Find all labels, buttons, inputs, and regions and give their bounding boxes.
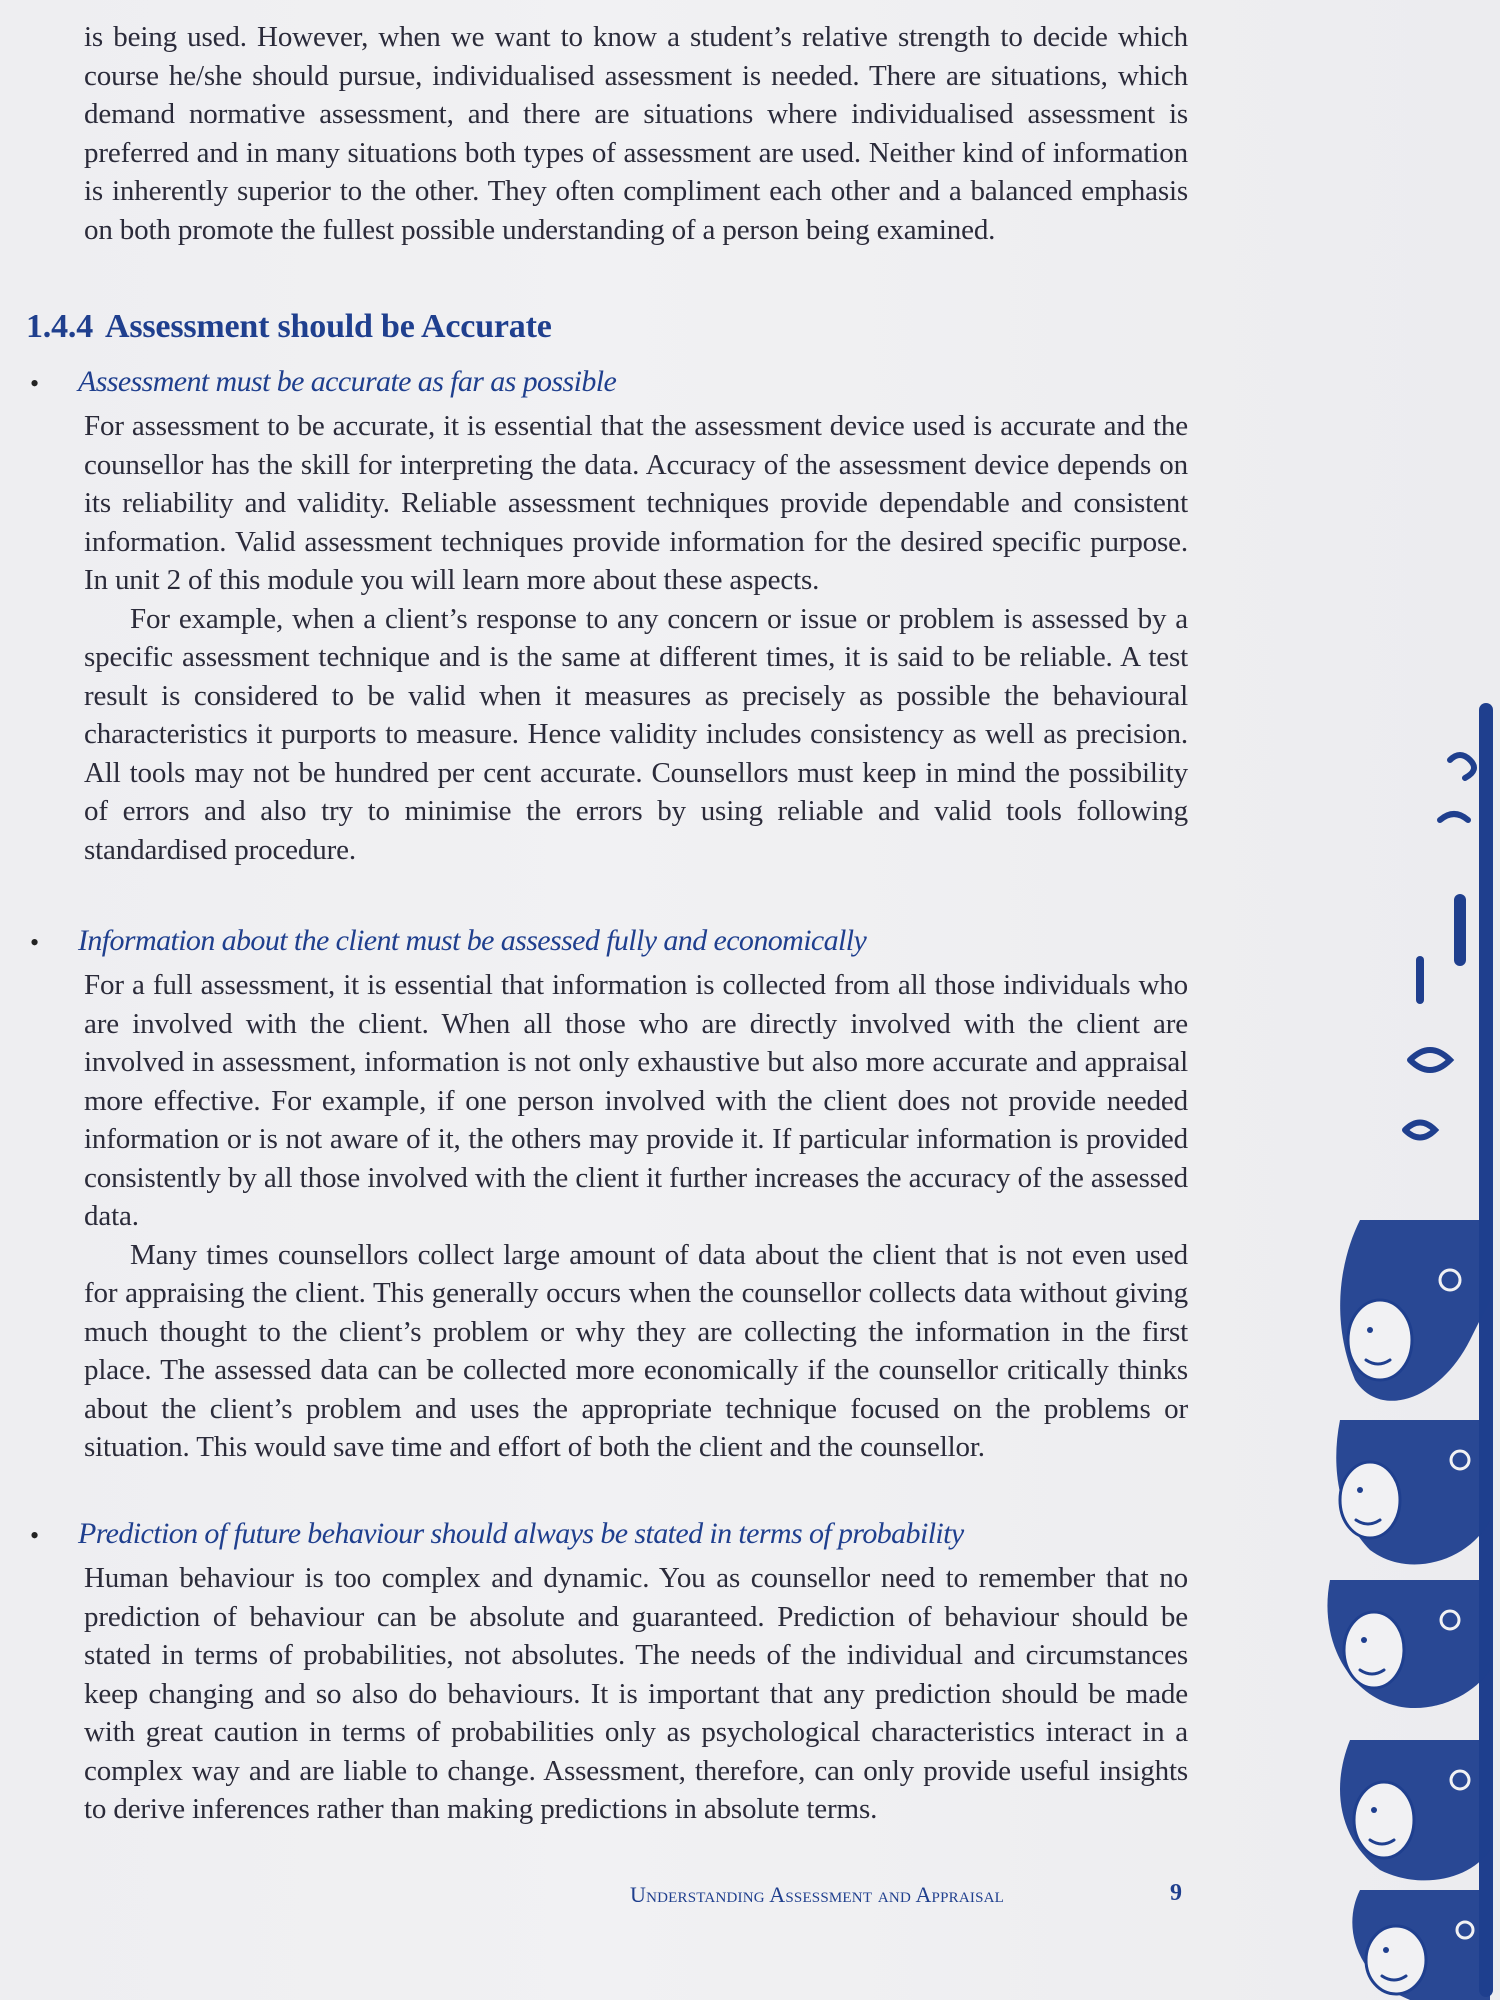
bullet-marker: •: [30, 369, 40, 398]
bullet-title-prediction: Prediction of future behaviour should always be stated in terms of probability: [78, 1517, 964, 1550]
paragraph: Human behaviour is too complex and dynamic. You as counsellor need to remember that no prediction of behaviour can be absolute and guaranteed. Prediction of behaviour should be stated in terms of probabilities, not absolutes. The needs of the individual and circumstances keep changing and so also do behaviours. It is important that any prediction should be made with great caution in terms of probabilities only as psychological characteristics interact in a complex way and are liable to change. Assessment, therefore, can only provide useful insights to derive inferences rather than making predictions in absolute terms.: [84, 1562, 1188, 1825]
paragraph: For a full assessment, it is essential that information is collected from all those individuals who are involved with the client. When all those who are directly involved with the client are involved in assessment, information is not only exhaustive but also more accurate and appraisal more effective. For example, if one person involved with the client does not provide needed information or is not aware of it, the others may provide it. If particular information is provided consistently by all those involved with the client it further increases the accuracy of the assessed data.: [84, 969, 1188, 1232]
bullet-accurate-body: [84, 407, 1188, 869]
decorative-children-border-icon: [1300, 700, 1500, 2000]
bullet-prediction-body: [84, 1559, 1188, 1829]
bullet-marker: •: [30, 928, 40, 957]
bullet-information-body: [84, 966, 1188, 1467]
section-heading: [26, 308, 552, 346]
section-title: Assessment should be Accurate: [105, 308, 552, 345]
section-number: 1.4.4: [26, 308, 94, 345]
intro-block: [84, 18, 1188, 249]
paragraph: For example, when a client’s response to any concern or issue or problem is assessed by a specific assessment technique and is the same at different times, it is said to be reliable. A test result is considered to be valid when it measures as precisely as possible the behavioural characteristics it purports to measure. Hence validity includes consistency as well as precision. All tools may not be hundred per cent accurate. Counsellors must keep in mind the possibility of errors and also try to minimise the errors by using reliable and valid tools following standardised procedure.: [84, 602, 1188, 866]
paragraph: For assessment to be accurate, it is essential that the assessment device used is accurate and the counsellor has the skill for interpreting the data. Accuracy of the assessment device depends on its reliability and validity. Reliable assessment techniques provide dependable and consistent information. Valid assessment techniques provide information for the desired specific purpose. In unit 2 of this module you will learn more about these aspects.: [84, 410, 1188, 596]
page-number: 9: [1170, 1880, 1182, 1906]
intro-paragraph: is being used. However, when we want to know a student’s relative strength to decide which course he/she should pursue, individualised assessment is needed. There are situations, which demand normative assessment, and there are situations where individualised assessment is preferred and in many situations both types of assessment are used. Neither kind of information is inherently superior to the other. They often compliment each other and a balanced emphasis on both promote the fullest possible understanding of a person being examined.: [84, 21, 1188, 246]
bullet-title-information: Information about the client must be assessed fully and economically: [78, 924, 867, 957]
running-footer-title: Understanding Assessment and Appraisal: [630, 1882, 1005, 1907]
bullet-marker: •: [30, 1521, 40, 1550]
bullet-title-accurate: Assessment must be accurate as far as possible: [78, 365, 617, 398]
paragraph: Many times counsellors collect large amount of data about the client that is not even used for appraising the client. This generally occurs when the counsellor collects data without giving much thought to the client’s problem or why they are collecting the information in the first place. The assessed data can be collected more economically if the counsellor critically thinks about the client’s problem and uses the appropriate technique focused on the problems or situation. This would save time and effort of both the client and the counsellor.: [84, 1238, 1188, 1463]
